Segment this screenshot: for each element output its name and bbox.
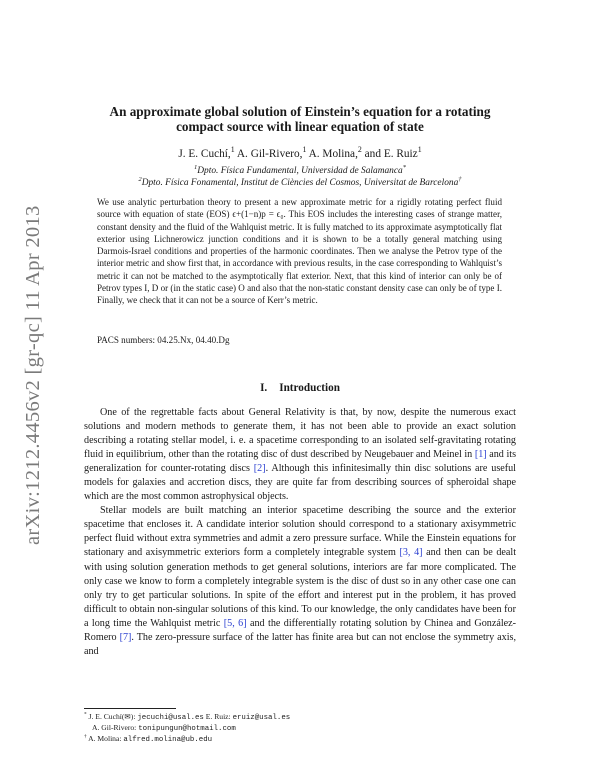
- author-molina: A. Molina,: [308, 148, 358, 160]
- author-affil-sup: 2: [357, 145, 362, 155]
- footnote-1-cont: [92, 723, 236, 734]
- text-run: One of the regrettable facts about General Relativity is that, by now, despite the numerous exact solutions and modern methods to generate them, it has not been able to provide an exact solution describing a rotating stellar model, i. e. a spacetime corresponding to an isolated self-gravitating rotating fluid in equilibrium, other than the rotating disc of dust described by Neugebauer and Meinel in: [84, 407, 516, 461]
- text-run: A. Molina:: [86, 734, 124, 743]
- text-run: Stellar models are built matching an interior spacetime describing the source and the exterior spacetime that encloses it. A candidate interior solution should correspond to a stationary axisymmetric perfect fluid without extra symmetries and admit a zero pressure surface. While the Einstein equations for stationary and axisymmetric exteriors form a completely integrable system: [84, 505, 516, 559]
- author-list: [90, 145, 510, 160]
- affiliation-text: Dpto. Física Fundamental, Universidad de Salamanca: [197, 166, 403, 176]
- text-run: . Although this infinitesimally thin disc solutions are useful models for galaxies and accretion discs, they are quite far from describing sources of spheroidal shape which are the most common astrophysical objects.: [84, 463, 516, 503]
- author-conjunction: and: [364, 148, 381, 160]
- footnote-mark: †: [84, 733, 87, 740]
- email-link[interactable]: eruiz@usal.es: [232, 714, 291, 722]
- envelope-icon: ✉: [124, 712, 131, 721]
- footnote-2: [84, 734, 212, 745]
- text-run: and the differentially rotating solution by Chinea and González- Romero: [84, 617, 516, 643]
- title-line-2: compact source with linear equation of state: [176, 119, 424, 134]
- text-run: and its generalization for counter-rotating discs: [84, 449, 517, 475]
- citation-link[interactable]: [2]: [253, 463, 266, 475]
- title-line-1: An approximate global solution of Einstein’s equation for a rotating: [109, 104, 491, 119]
- abstract: We use analytic perturbation theory to present a new approximate metric for a rigidly rotating perfect fluid source with equation of state (EOS) ϵ+(1−n)p = ϵ₀. This EOS includes the interesting cases of strange matter, constant density and the fluid of the Wahlquist metric. It is fully matched to its approximate asymptotically flat exterior using Lichnerowicz junction conditions and it is shown to be a totally general matching using Darmois-Israel conditions and properties of the harmonic coordinates. Then we analyse the Petrov type of the interior metric and show first that, in accordance with previous results, in the case corresponding to Wahlquist’s metric it can not be matched to the asymptotically flat exterior. Next, that this kind of interior can only be of Petrov types I, D or (in the static case) O and also that the non-static constant density case can only be of type I. Finally, we check that it can not be a source of Kerr’s metric.: [97, 197, 502, 306]
- citation-link[interactable]: [1]: [474, 449, 487, 461]
- author-affil-sup: 1: [417, 145, 422, 155]
- paper-title: [90, 104, 510, 134]
- author-gil-rivero: A. Gil-Rivero,: [236, 148, 303, 160]
- email-link[interactable]: alfred.molina@ub.edu: [123, 736, 213, 744]
- affiliation-number: 2: [138, 175, 142, 183]
- body-text: [84, 406, 516, 659]
- paragraph: [84, 406, 516, 504]
- email-link[interactable]: tonipungun@hotmail.com: [138, 725, 236, 733]
- citation-link[interactable]: [5, 6]: [223, 617, 247, 629]
- footnote-mark: *: [84, 711, 87, 718]
- pacs-numbers: PACS numbers: 04.25.Nx, 04.40.Dg: [97, 335, 230, 345]
- affiliation-text: Dpto. Física Fonamental, Institut de Ciències del Cosmos, Universitat de Barcelona: [141, 178, 459, 188]
- affiliation-number: 1: [193, 163, 198, 171]
- affiliation-2: [90, 175, 510, 188]
- arxiv-identifier: arXiv:1212.4456v2 [gr-qc] 11 Apr 2013: [22, 205, 44, 545]
- author-affil-sup: 1: [302, 145, 307, 155]
- text-run: E. Ruiz:: [203, 712, 233, 721]
- author-ruiz: E. Ruiz: [383, 148, 418, 160]
- author-affil-sup: 1: [230, 145, 235, 155]
- text-run: and then can be dealt with using solution generation methods to get general solutions, interiors are far more complicated. The only case we know to form a completely integrable system is the disc of dust so in any other case one can only try to get particular solutions. In spite of the effort and interest put in the problem, it has proved difficult to obtain non-singular solutions of this kind. To our knowledge, the only candidates have been for a long time the Wahlquist metric: [84, 547, 517, 629]
- footnote-1: [84, 712, 290, 723]
- email-link[interactable]: jecuchi@usal.es: [137, 714, 204, 722]
- text-run: . The zero-pressure surface of the latter has finite area but can not enclose the symmetry axis, and: [84, 631, 516, 657]
- section-number: I.: [260, 382, 268, 394]
- section-title: Introduction: [279, 382, 340, 394]
- text-run: ):: [130, 712, 138, 721]
- section-heading: [0, 382, 600, 394]
- text-run: A. Gil-Rivero:: [92, 723, 139, 732]
- affiliation-footnote-mark: *: [402, 163, 407, 171]
- affiliation-1: [90, 163, 510, 176]
- citation-link[interactable]: [7]: [119, 631, 132, 643]
- author-cuchi: J. E. Cuchí,: [178, 148, 231, 160]
- footnote-rule: [84, 708, 176, 709]
- paragraph: [84, 504, 516, 659]
- affiliation-footnote-mark: †: [458, 175, 462, 183]
- text-run: J. E. Cuchí(: [86, 712, 125, 721]
- citation-link[interactable]: [3, 4]: [399, 547, 423, 559]
